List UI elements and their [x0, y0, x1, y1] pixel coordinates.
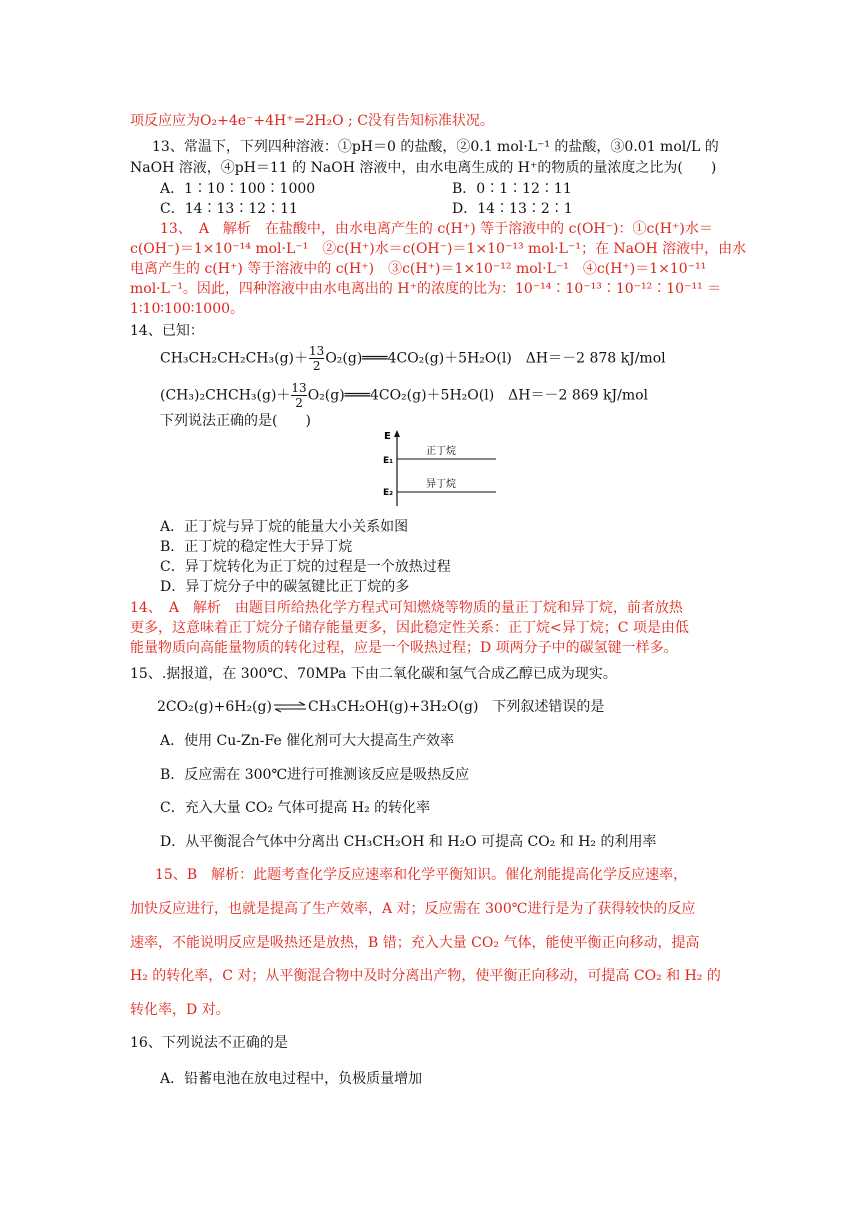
q15-answer-line2: 加快反应进行，也就是提高了生产效率，A 对；反应需在 300℃进行是为了获得较快的反应	[130, 901, 696, 917]
q13-answer-line3: 电离产生的 c(H⁺) 等于溶液中的 c(H⁺) ③c(H⁺)＝1×10⁻¹² mol·L⁻¹ ④c(H⁺)＝1×10⁻¹¹	[130, 261, 707, 277]
q14-eq1-right: O₂(g)═══4CO₂(g)＋5H₂O(l) ΔH＝－2 878 kJ/mol	[325, 350, 666, 367]
q13-answer-line2: c(OH⁻)＝1×10⁻¹⁴ mol·L⁻¹ ②c(H⁺)水＝c(OH⁻)＝1×10⁻¹³ mol·L⁻¹；在 NaOH 溶液中，由水	[130, 241, 747, 257]
q14-equation-2	[160, 381, 648, 410]
q14-eq2-left: (CH₃)₂CHCH₃(g)＋	[160, 387, 291, 404]
q13-stem-line1: 13、常温下，下列四种溶液：①pH＝0 的盐酸，②0.1 mol·L⁻¹ 的盐酸，③0.01 mol/L 的	[152, 139, 719, 155]
energy-axis-arrow	[394, 430, 400, 437]
equilibrium-arrow-icon	[273, 701, 307, 713]
q13-option-d: D．14∶13∶2∶1	[452, 201, 573, 217]
n-butane-label: 正丁烷	[426, 446, 456, 457]
q14-eq2-frac-num: 13	[291, 381, 307, 395]
q13-option-c: C．14∶13∶12∶11	[160, 201, 298, 217]
energy-level-e2-label: E₂	[383, 488, 394, 498]
q14-option-b: B．正丁烷的稳定性大于异丁烷	[160, 539, 353, 555]
q15-option-a: A．使用 Cu-Zn-Fe 催化剂可大大提高生产效率	[160, 733, 455, 749]
q14-eq2-right: O₂(g)═══4CO₂(g)＋5H₂O(l) ΔH＝－2 869 kJ/mol	[307, 387, 649, 404]
q14-answer-line3: 能量物质向高能量物质的转化过程，应是一个吸热过程；D 项两分子中的碳氢键一样多。	[130, 640, 678, 656]
q14-eq1-frac-num: 13	[309, 344, 325, 358]
q14-equation-1	[160, 344, 666, 373]
energy-level-e1-label: E₁	[383, 456, 394, 466]
q13-stem-line2: NaOH 溶液，④pH＝11 的 NaOH 溶液中，由水电离生成的 H⁺的物质的量浓度之比为( )	[130, 160, 717, 176]
q14-eq2-fraction	[291, 381, 306, 410]
q14-question: 下列说法正确的是( )	[160, 413, 311, 429]
q15-answer-line4: H₂ 的转化率，C 对；从平衡混合物中及时分离出产物，使平衡正向移动，可提高 CO₂ 和 H₂ 的	[130, 968, 721, 984]
q14-answer-line2: 更多，这意味着正丁烷分子储存能量更多，因此稳定性关系：正丁烷<异丁烷；C 项是由低	[130, 620, 689, 636]
q13-option-a: A．1∶10∶100∶1000	[160, 181, 316, 197]
q14-option-a: A．正丁烷与异丁烷的能量大小关系如图	[160, 519, 409, 535]
q14-option-d: D．异丁烷分子中的碳氢键比正丁烷的多	[160, 579, 410, 595]
q16-stem: 16、下列说法不正确的是	[130, 1035, 288, 1051]
q13-answer-line4: mol·L⁻¹。因此，四种溶液中由水电离出的 H⁺的浓度的比为：10⁻¹⁴∶10⁻¹³∶10⁻¹²∶10⁻¹¹ ＝	[130, 281, 722, 297]
q15-answer-line5: 转化率，D 对。	[130, 1002, 230, 1018]
q15-option-c: C．充入大量 CO₂ 气体可提高 H₂ 的转化率	[160, 800, 431, 816]
q15-eq-left: 2CO₂(g)+6H₂(g)	[157, 699, 272, 715]
q13-answer-line1: 13、 A 解析 在盐酸中，由水电离产生的 c(H⁺) 等于溶液中的 c(OH⁻)：①c(H⁺)水＝	[160, 221, 713, 237]
q14-eq1-frac-den: 2	[312, 359, 321, 373]
q15-eq-right: CH₃CH₂OH(g)+3H₂O(g) 下列叙述错误的是	[307, 699, 605, 715]
q14-eq2-frac-den: 2	[295, 396, 303, 410]
q14-option-c: C．异丁烷转化为正丁烷的过程是一个放热过程	[160, 559, 451, 575]
q15-stem: 15、.据报道，在 300℃、70MPa 下由二氧化碳和氢气合成乙醇已成为现实。	[130, 666, 617, 682]
q15-equation	[157, 698, 604, 716]
q15-answer-line3: 速率，不能说明反应是吸热还是放热，B 错；充入大量 CO₂ 气体，能使平衡正向移动，提高	[130, 935, 700, 951]
q12-answer-tail: 项反应应为O₂+4e⁻+4H⁺=2H₂O ; C没有告知标准状况。	[130, 113, 494, 129]
q15-answer-line1: 15、B 解析：此题考查化学反应速率和化学平衡知识。催化剂能提高化学反应速率，	[155, 867, 688, 883]
isobutane-label: 异丁烷	[426, 479, 456, 490]
q14-answer-line1: 14、 A 解析 由题目所给热化学方程式可知燃烧等物质的量正丁烷和异丁烷，前者放热	[130, 600, 683, 616]
q14-eq1-left: CH₃CH₂CH₂CH₃(g)＋	[160, 350, 309, 367]
q14-stem: 14、已知：	[130, 323, 204, 339]
q13-option-b: B．0∶1∶12∶11	[452, 181, 572, 197]
q15-option-b: B．反应需在 300℃进行可推测该反应是吸热反应	[160, 767, 470, 783]
energy-axis-label: E	[384, 431, 391, 442]
q16-option-a: A．铅蓄电池在放电过程中，负极质量增加	[160, 1071, 423, 1087]
q13-answer-line5: 1∶10∶100∶1000。	[130, 301, 245, 317]
q14-eq1-fraction	[309, 344, 324, 373]
q15-option-d: D．从平衡混合气体中分离出 CH₃CH₂OH 和 H₂O 可提高 CO₂ 和 H₂ 的利用率	[160, 834, 657, 850]
q14-energy-diagram	[380, 428, 500, 508]
